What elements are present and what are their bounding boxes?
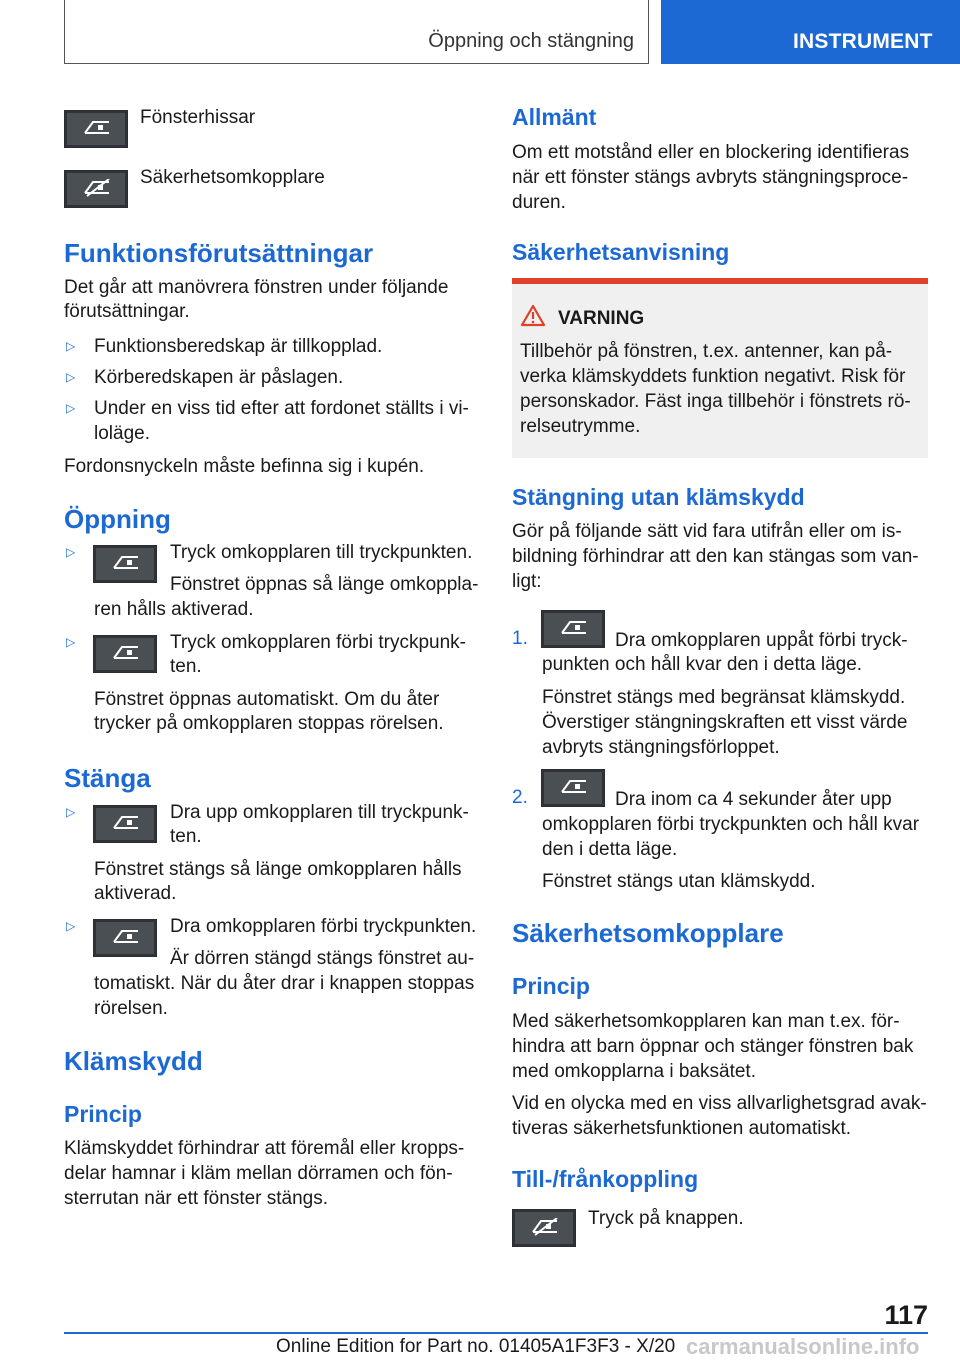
triangle-bullet-icon: ▷: [66, 919, 76, 933]
heading-function-requirements: Funktionsförutsättningar: [64, 238, 374, 268]
footer-edition: Online Edition for Part no. 01405A1F3F3 - X/20: [276, 1336, 676, 1357]
step-number: 1.: [512, 628, 528, 649]
close-2c: tomatiskt. När du åter drar i knappen stoppas: [94, 973, 475, 994]
heading-principle: Princip: [512, 973, 590, 999]
header-section-title: Öppning och stängning: [428, 30, 634, 52]
func-intro-line2: förutsättningar.: [64, 301, 190, 322]
window-switch-icon: [93, 635, 157, 673]
close-1b: ten.: [170, 826, 202, 847]
page-number: 117: [884, 1300, 928, 1330]
func-item-cont: loläge.: [94, 423, 150, 444]
open-2d: trycker på omkopplaren stoppas rörelsen.: [94, 713, 444, 734]
step-number: 2.: [512, 787, 528, 808]
warning-title: VARNING: [558, 308, 645, 329]
close-2a: Dra omkopplaren förbi tryckpunkten.: [170, 916, 477, 937]
warning-triangle-icon: [520, 304, 546, 327]
pinch-line1: Klämskyddet förhindrar att föremål eller kropps-: [64, 1138, 465, 1159]
warning-line3: personskador. Fäst inga tillbehör i fönstrets rö-: [520, 391, 911, 412]
close-2b: Är dörren stängd stängs fönstret au-: [170, 948, 475, 969]
heading-toggle: Till-/frånkoppling: [512, 1166, 699, 1192]
open-1a: Tryck omkopplaren till tryckpunkten.: [170, 542, 473, 563]
step2-line-d: Fönstret stängs utan klämskydd.: [542, 871, 816, 892]
close-1a: Dra upp omkopplaren till tryckpunk-: [170, 802, 469, 823]
triangle-bullet-icon: ▷: [66, 805, 76, 819]
window-switch-icon: [541, 610, 605, 648]
triangle-bullet-icon: ▷: [66, 339, 76, 353]
heading-pinch-protection: Klämskydd: [64, 1046, 203, 1076]
triangle-bullet-icon: ▷: [66, 401, 76, 415]
open-2a: Tryck omkopplaren förbi tryckpunk-: [170, 632, 467, 653]
triangle-bullet-icon: ▷: [66, 370, 76, 384]
triangle-bullet-icon: ▷: [66, 545, 76, 559]
principle-line5: tiveras säkerhetsfunktionen automatiskt.: [512, 1118, 852, 1139]
safety-switch-icon: [64, 170, 128, 208]
nopinch-line3: ligt:: [512, 571, 542, 592]
step1-line-b: punkten och håll kvar den i detta läge.: [542, 654, 863, 675]
heading-general: Allmänt: [512, 104, 597, 130]
nopinch-line1: Gör på följande sätt vid fara utifrån eller om is-: [512, 521, 902, 542]
window-switch-icon: [64, 110, 128, 148]
window-switch-icon: [93, 805, 157, 843]
func-item: Körberedskapen är påslagen.: [94, 367, 344, 388]
nopinch-line2: bildning förhindrar att den kan stängas som van-: [512, 546, 919, 567]
open-1b: Fönstret öppnas så länge omkoppla-: [170, 574, 479, 595]
open-2c: Fönstret öppnas automatiskt. Om du åter: [94, 689, 440, 710]
close-1c: Fönstret stängs så länge omkopplaren hålls: [94, 859, 462, 880]
principle-line3: med omkopplarna i baksätet.: [512, 1061, 756, 1082]
heading-principle: Princip: [64, 1101, 142, 1127]
watermark: carmanualsonline.info: [686, 1334, 920, 1359]
window-switch-icon: [93, 919, 157, 957]
window-switch-icon: [93, 545, 157, 583]
window-switch-icon: [541, 769, 605, 807]
step1-line-e: avbryts stängningsförloppet.: [542, 737, 780, 758]
step1-line-d: Överstiger stängningskraften ett visst värde: [542, 712, 908, 733]
general-line3: duren.: [512, 192, 566, 213]
principle-line1: Med säkerhetsomkopplaren kan man t.ex. för-: [512, 1011, 900, 1032]
warning-line4: relseutrymme.: [520, 416, 641, 437]
general-line2: när ett fönster stängs avbryts stängningsproce-: [512, 167, 909, 188]
step2-line-b: omkopplaren förbi tryckpunkten och håll kvar: [542, 814, 920, 835]
open-1c: ren hålls aktiverad.: [94, 599, 254, 620]
header-tab-label: INSTRUMENT: [793, 30, 933, 53]
header-section-box: [64, 0, 649, 64]
heading-closing: Stänga: [64, 763, 151, 793]
func-item: Under en viss tid efter att fordonet ställts i vi-: [94, 398, 469, 419]
principle-line2: hindra att barn öppnar och stänger fönstren bak: [512, 1036, 914, 1057]
step1-line-c: Fönstret stängs med begränsat klämskydd.: [542, 687, 906, 708]
safety-switch-icon: [512, 1209, 576, 1247]
heading-opening: Öppning: [64, 504, 171, 534]
warning-line1: Tillbehör på fönstren, t.ex. antenner, kan på-: [520, 341, 893, 362]
pinch-line2: delar hamnar i kläm mellan dörramen och fön-: [64, 1163, 453, 1184]
toggle-text: Tryck på knappen.: [588, 1208, 744, 1229]
heading-safety-notice: Säkerhetsanvisning: [512, 239, 730, 265]
func-outro: Fordonsnyckeln måste befinna sig i kupén.: [64, 456, 425, 477]
func-item: Funktionsberedskap är tillkopplad.: [94, 336, 383, 357]
heading-safety-switch: Säkerhetsomkopplare: [512, 918, 784, 948]
close-1d: aktiverad.: [94, 883, 177, 904]
func-intro-line1: Det går att manövrera fönstren under följande: [64, 277, 449, 298]
step2-line-a: Dra inom ca 4 sekunder åter upp: [615, 789, 892, 810]
step2-line-c: den i detta läge.: [542, 839, 678, 860]
general-line1: Om ett motstånd eller en blockering identifieras: [512, 142, 910, 163]
warning-line2: verka klämskyddets funktion negativt. Risk för: [520, 366, 906, 387]
principle-line4: Vid en olycka med en viss allvarlighetsgrad avak-: [512, 1093, 927, 1114]
pinch-line3: sterrutan när ett fönster stängs.: [64, 1188, 329, 1209]
header-tab[interactable]: [661, 0, 960, 64]
heading-closing-without-pinch: Stängning utan klämskydd: [512, 484, 805, 510]
icon-label-safety-switch: Säkerhetsomkopplare: [140, 167, 325, 188]
icon-label-window-lifters: Fönsterhissar: [140, 107, 256, 128]
triangle-bullet-icon: ▷: [66, 635, 76, 649]
step1-line-a: Dra omkopplaren uppåt förbi tryck-: [615, 630, 908, 651]
open-2b: ten.: [170, 656, 202, 677]
close-2d: rörelsen.: [94, 998, 168, 1019]
